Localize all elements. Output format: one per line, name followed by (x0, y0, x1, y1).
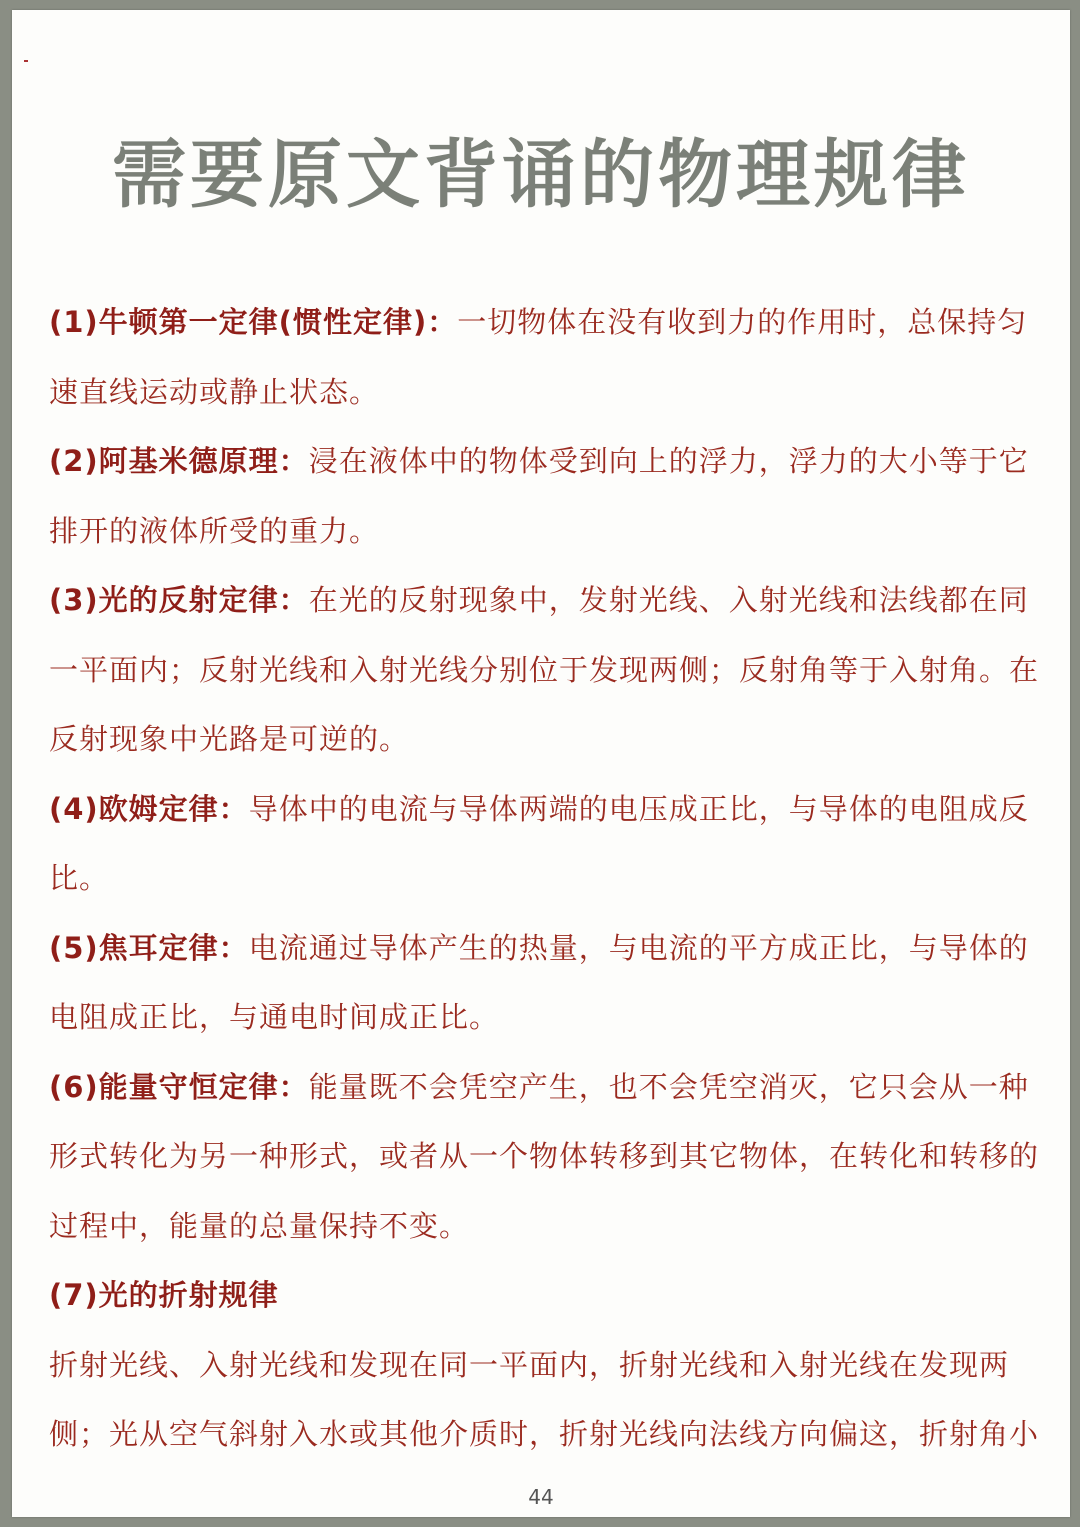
law-item-1 (49, 288, 1039, 427)
print-speck (24, 60, 28, 62)
page-number: 44 (528, 1485, 554, 1509)
law-item-4 (49, 775, 1039, 914)
laws-content (49, 288, 1039, 1470)
law-item-7 (49, 1261, 1039, 1331)
page-title: 需要原文背诵的物理规律 (112, 132, 970, 218)
law-heading: (3)光的反射定律： (49, 583, 309, 617)
law-heading: (1)牛顿第一定律(惯性定律)： (49, 305, 458, 339)
law-text: 在光的反射现象中，发射光线、入射光线和法线都在同一平面内；反射光线和入射光线分别位于发现两侧；反射角等于入射角。在反射现象中光路是可逆的。 (49, 583, 1040, 756)
law-heading: (6)能量守恒定律： (49, 1069, 309, 1104)
law-text: 浸在液体中的物体受到向上的浮力，浮力的大小等于它排开的液体所受的重力。 (49, 444, 1029, 548)
law-text: 导体中的电流与导体两端的电压成正比，与导体的电阻成反比。 (49, 791, 1029, 895)
refraction-text: 折射光线、入射光线和发现在同一平面内，折射光线和入射光线在发现两侧；光从空气斜射入水或其他介质时，折射光线向法线方向偏这，折射角小 (49, 1347, 1040, 1451)
law-text: 一切物体在没有收到力的作用时，总保持匀速直线运动或静止状态。 (49, 305, 1028, 409)
law-text: 能量既不会凭空产生，也不会凭空消灭，它只会从一种形式转化为另一种形式，或者从一个物体转移到其它物体，在转化和转移的过程中，能量的总量保持不变。 (49, 1069, 1040, 1243)
document-page (12, 10, 1070, 1517)
law-text: 电流通过导体产生的热量，与电流的平方成正比，与导体的电阻成正比，与通电时间成正比。 (49, 930, 1029, 1034)
law-heading: (2)阿基米德原理： (49, 444, 309, 478)
law-heading: (5)焦耳定律： (49, 930, 249, 965)
law-item-5 (49, 914, 1039, 1053)
law-heading: (4)欧姆定律： (49, 791, 249, 826)
law-item-6 (49, 1053, 1039, 1262)
law-item-2 (49, 427, 1039, 566)
law-heading: (7)光的折射规律 (49, 1278, 279, 1312)
law-item-3 (49, 566, 1039, 775)
